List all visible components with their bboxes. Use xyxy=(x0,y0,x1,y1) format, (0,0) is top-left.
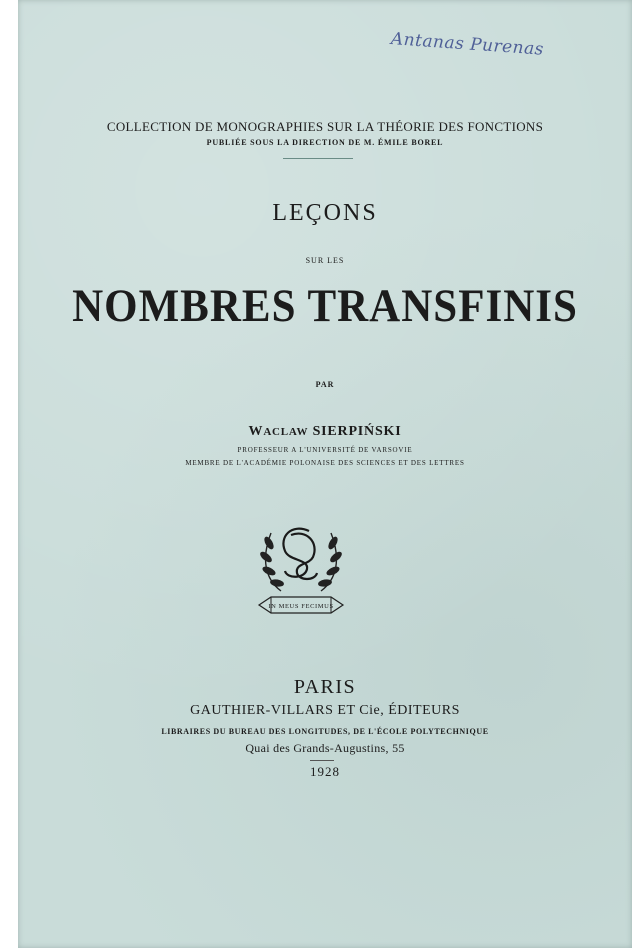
publisher-emblem-icon xyxy=(251,513,351,621)
year-divider xyxy=(310,760,334,761)
author-position-2: MEMBRE DE L'ACADÉMIE POLONAISE DES SCIENCES ET DES LETTRES xyxy=(185,459,465,467)
author-par: PAR xyxy=(315,380,335,389)
publisher-address: Quai des Grands-Augustins, 55 xyxy=(245,741,405,755)
book-cover xyxy=(18,0,632,948)
title-lecons: LEÇONS xyxy=(272,200,378,226)
author-last-name: SIERPIŃSKI xyxy=(312,424,402,439)
publisher-name: GAUTHIER-VILLARS ET Cie, ÉDITEURS xyxy=(190,703,460,718)
author-position-1: PROFESSEUR A L'UNIVERSITÉ DE VARSOVIE xyxy=(237,446,413,454)
author-first-initial: W xyxy=(248,424,264,439)
handwritten-signature: Antanas Purenas xyxy=(390,29,545,60)
series-collection: COLLECTION DE MONOGRAPHIES SUR LA THÉORIE DES FONCTIONS xyxy=(106,119,544,134)
author-name xyxy=(18,424,632,440)
title-sur-les: SUR LES xyxy=(305,256,345,265)
divider-rule xyxy=(283,158,353,159)
series-direction: PUBLIÉE SOUS LA DIRECTION DE M. ÉMILE BOREL xyxy=(206,138,444,147)
author-first-rest: ACLAW xyxy=(263,426,309,438)
publisher-city: PARIS xyxy=(293,676,357,698)
publisher-libraires: LIBRAIRES DU BUREAU DES LONGITUDES, DE L'ÉCOLE POLYTECHNIQUE xyxy=(161,727,489,736)
publication-year: 1928 xyxy=(310,764,340,779)
main-title: NOMBRES TRANSFINIS xyxy=(72,281,578,332)
emblem-motto: IN MEUS FECIMUS xyxy=(268,603,334,610)
